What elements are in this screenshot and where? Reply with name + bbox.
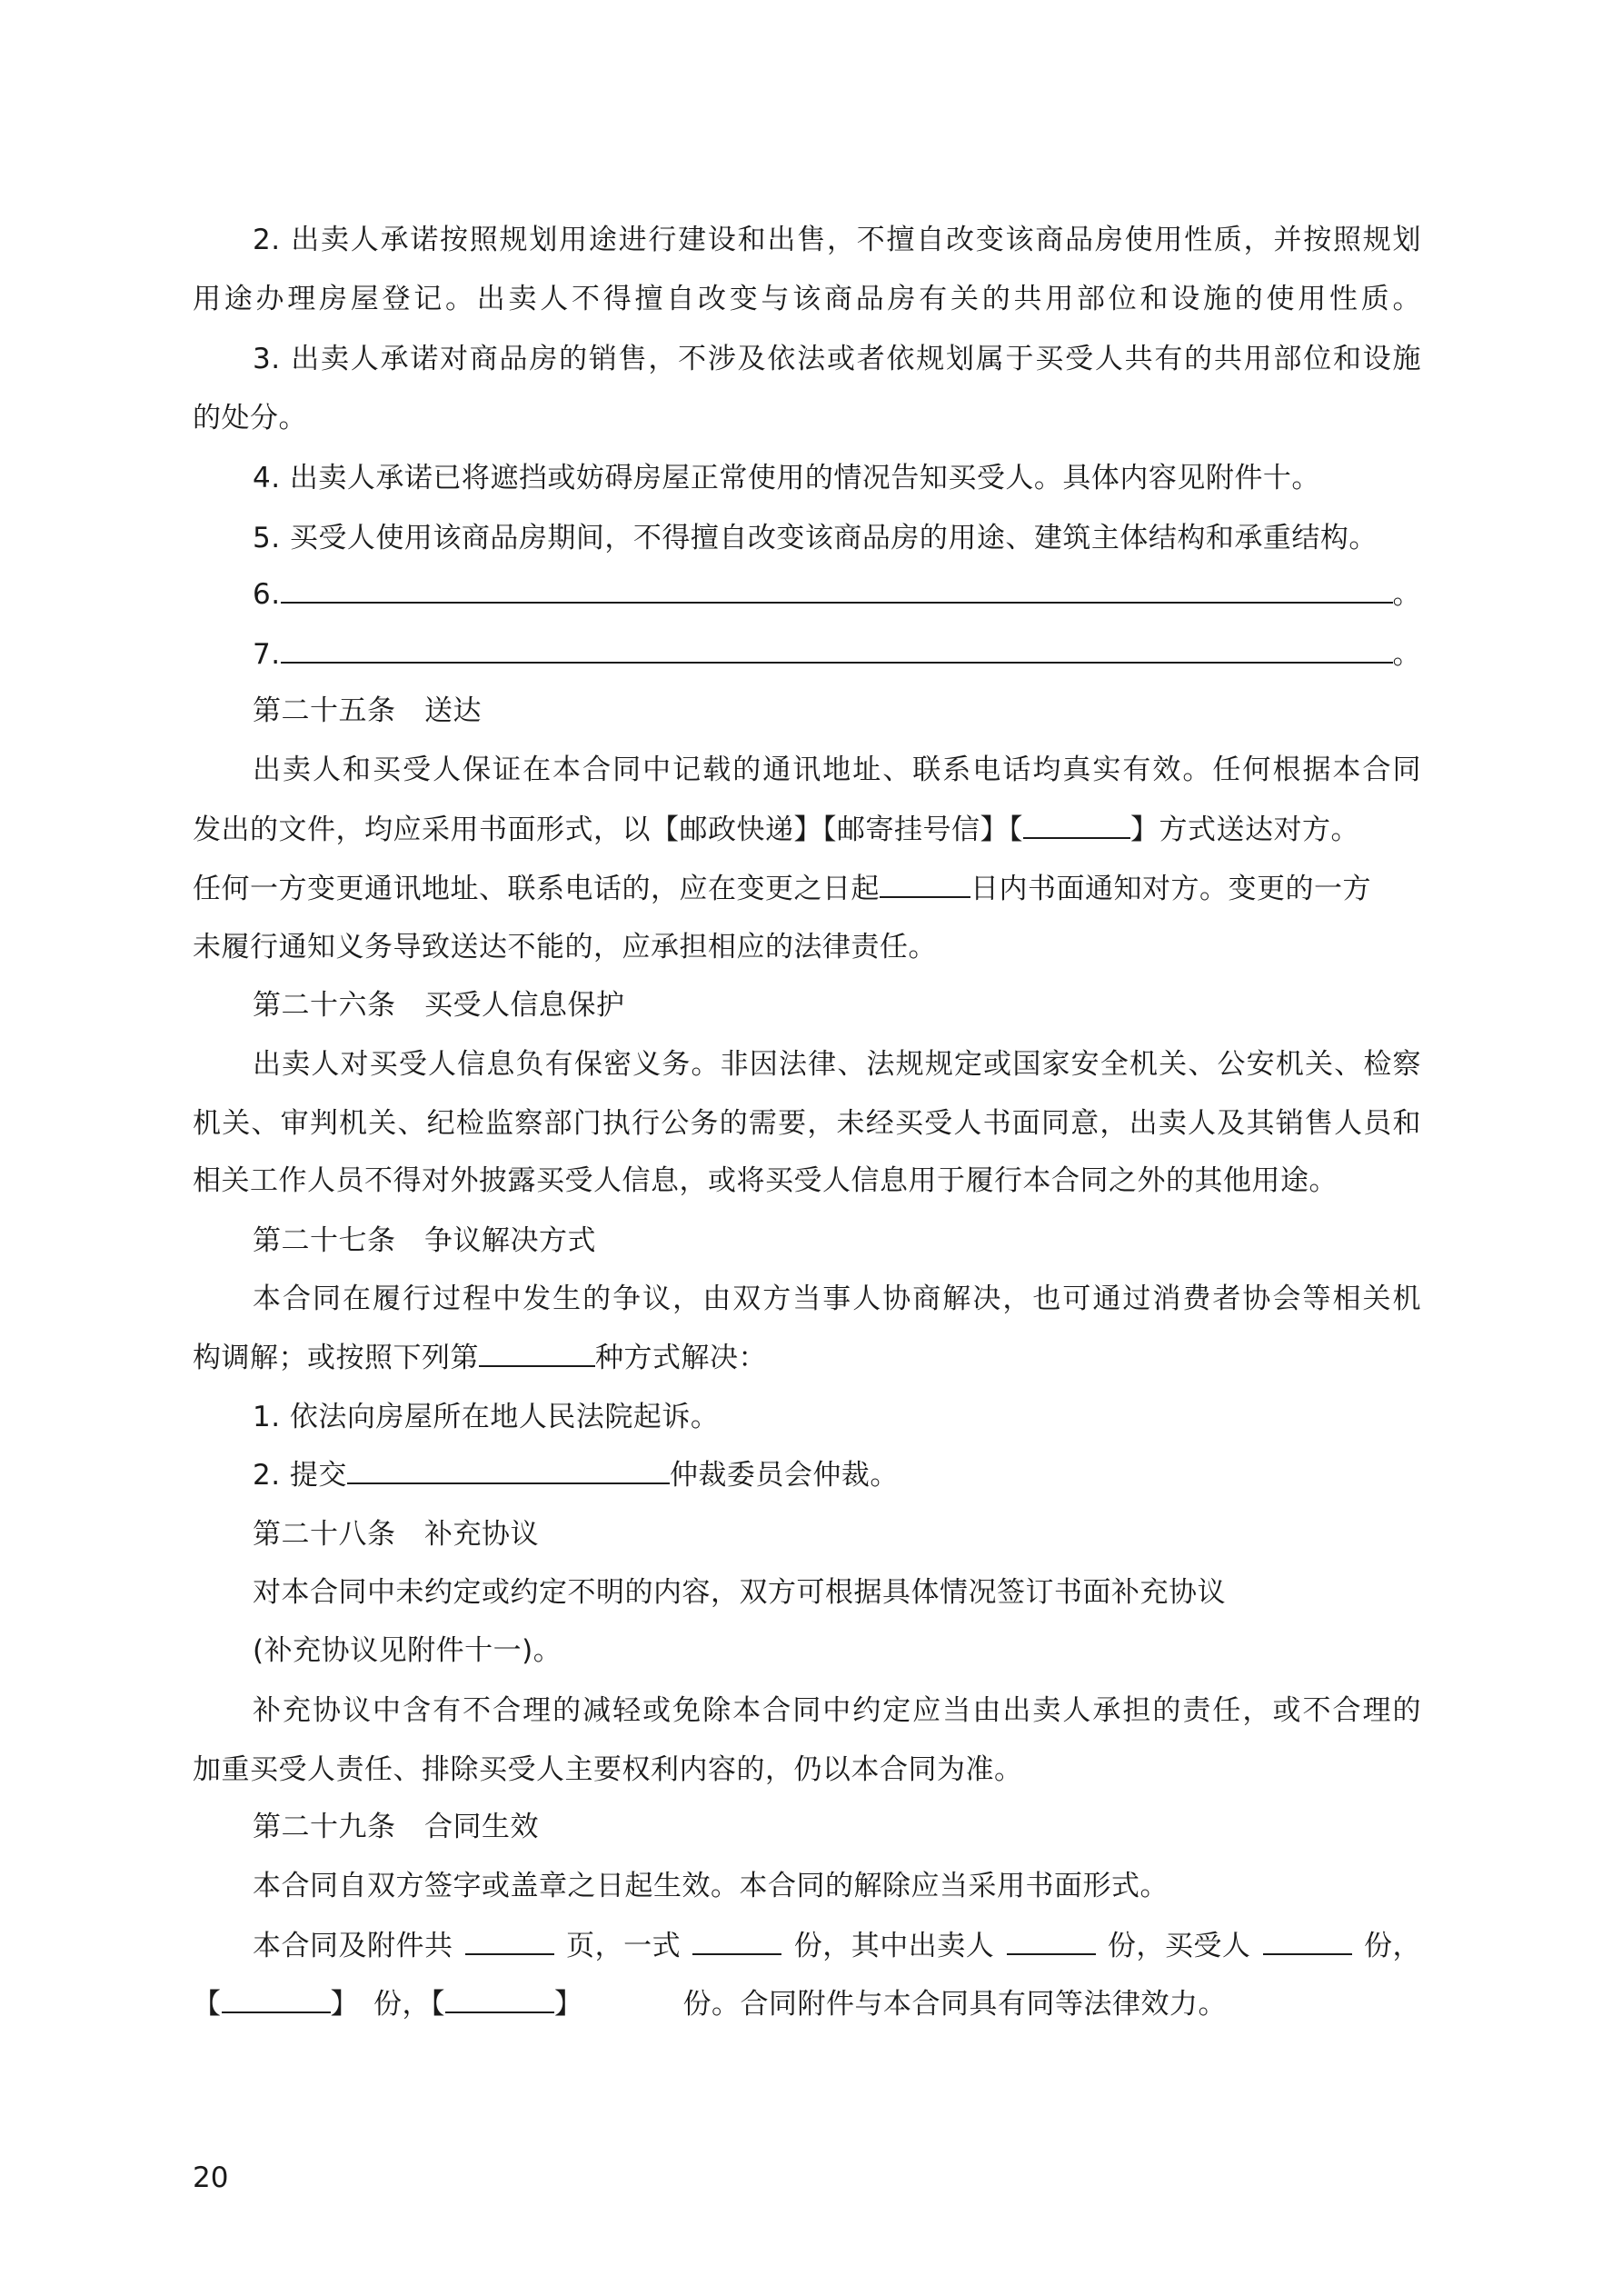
text-segment: 本合同及附件共 (253, 1930, 453, 1962)
item-6-end: 。 (1392, 578, 1421, 611)
dispute-method-blank-field[interactable] (479, 1338, 595, 1367)
item-6-row (253, 573, 1421, 616)
paragraph-line: 出卖人对买受人信息负有保密义务。非因法律、法规规定或国家安全机关、公安机关、检察 (253, 1048, 1421, 1081)
paragraph-line: 5. 买受人使用该商品房期间，不得擅自改变该商品房的用途、建筑主体结构和承重结构。 (253, 522, 1378, 554)
paragraph-line: 出卖人和买受人保证在本合同中记载的通讯地址、联系电话均真实有效。任何根据本合同 (253, 754, 1421, 786)
text-segment: 】 份，【 (330, 1988, 445, 2021)
text-segment: 页，一式 (566, 1930, 682, 1962)
text-segment: 份。合同附件与本合同具有同等法律效力。 (682, 1988, 1227, 2021)
paragraph-line: 补充协议中含有不合理的减轻或免除本合同中约定应当由出卖人承担的责任，或不合理的 (253, 1694, 1421, 1727)
item-6-blank-field[interactable] (281, 574, 1393, 604)
page-number: 20 (193, 2161, 229, 2194)
paragraph-line: (补充协议见附件十一)。 (253, 1634, 562, 1667)
article-27-heading: 第二十七条 争议解决方式 (253, 1224, 596, 1257)
other-party-1-blank-field[interactable] (222, 1984, 331, 2013)
text-segment: 份，其中出卖人 (793, 1930, 995, 1962)
paragraph-line (193, 808, 1421, 852)
paragraph-line (193, 867, 1371, 911)
paragraph-line (253, 1924, 1421, 1968)
text-segment: 份，买受人 (1107, 1930, 1251, 1962)
dispute-option-1: 1. 依法向房屋所在地人民法院起诉。 (253, 1401, 720, 1433)
paragraph-line: 3. 出卖人承诺对商品房的销售，不涉及依法或者依规划属于买受人共有的共用部位和设施 (253, 343, 1421, 375)
paragraph-line: 机关、审判机关、纪检监察部门执行公务的需要，未经买受人书面同意，出卖人及其销售人员和 (193, 1107, 1421, 1140)
text-segment: 份， (1364, 1930, 1421, 1962)
text-segment: 仲裁委员会仲裁。 (669, 1459, 899, 1492)
seller-copies-blank-field[interactable] (1007, 1926, 1096, 1955)
copies-total-blank-field[interactable] (692, 1926, 781, 1955)
item-7-row (253, 633, 1421, 676)
dispute-option-2 (253, 1453, 899, 1497)
article-28-heading: 第二十八条 补充协议 (253, 1518, 539, 1551)
item-7-end: 。 (1392, 638, 1421, 671)
paragraph-line: 加重买受人责任、排除买受人主要权利内容的，仍以本合同为准。 (193, 1753, 1023, 1786)
arbitration-commission-blank-field[interactable] (347, 1455, 670, 1484)
paragraph-line: 用途办理房屋登记。出卖人不得擅自改变与该商品房有关的共用部位和设施的使用性质。 (193, 283, 1421, 315)
article-25-heading: 第二十五条 送达 (253, 694, 482, 727)
text-segment: 发出的文件，均应采用书面形式，以【邮政快递】【邮寄挂号信】【 (193, 814, 1023, 846)
paragraph-line: 相关工作人员不得对外披露买受人信息，或将买受人信息用于履行本合同之外的其他用途。 (193, 1164, 1338, 1197)
text-segment: 2. 提交 (253, 1459, 347, 1492)
paragraph-line: 本合同自双方签字或盖章之日起生效。本合同的解除应当采用书面形式。 (253, 1870, 1169, 1902)
text-segment: 【 (193, 1988, 222, 2021)
text-segment: 任何一方变更通讯地址、联系电话的，应在变更之日起 (193, 873, 880, 905)
delivery-method-blank-field[interactable] (1023, 810, 1130, 839)
notice-days-blank-field[interactable] (880, 869, 970, 898)
text-segment: 】方式送达对方。 (1130, 814, 1359, 846)
paragraph-line: 对本合同中未约定或约定不明的内容，双方可根据具体情况签订书面补充协议 (253, 1576, 1226, 1609)
paragraph-line: 本合同在履行过程中发生的争议，由双方当事人协商解决，也可通过消费者协会等相关机 (253, 1283, 1421, 1315)
buyer-copies-blank-field[interactable] (1263, 1926, 1352, 1955)
paragraph-line: 未履行通知义务导致送达不能的，应承担相应的法律责任。 (193, 931, 937, 963)
total-pages-blank-field[interactable] (465, 1926, 554, 1955)
item-6-number: 6. (253, 578, 281, 611)
paragraph-line: 的处分。 (193, 402, 307, 434)
paragraph-line: 4. 出卖人承诺已将遮挡或妨碍房屋正常使用的情况告知买受人。具体内容见附件十。 (253, 462, 1320, 494)
text-segment: 种方式解决： (595, 1342, 767, 1374)
text-segment: 构调解；或按照下列第 (193, 1342, 479, 1374)
article-29-heading: 第二十九条 合同生效 (253, 1811, 539, 1843)
other-party-2-blank-field[interactable] (445, 1984, 554, 2013)
paragraph-line (193, 1982, 1227, 2026)
paragraph-line: 2. 出卖人承诺按照规划用途进行建设和出售，不擅自改变该商品房使用性质，并按照规划 (253, 224, 1421, 256)
text-segment: 日内书面通知对方。变更的一方 (970, 873, 1371, 905)
article-26-heading: 第二十六条 买受人信息保护 (253, 989, 625, 1022)
item-7-blank-field[interactable] (281, 634, 1393, 664)
paragraph-line (193, 1336, 767, 1380)
text-segment: 】 (554, 1988, 583, 2021)
item-7-number: 7. (253, 638, 281, 671)
